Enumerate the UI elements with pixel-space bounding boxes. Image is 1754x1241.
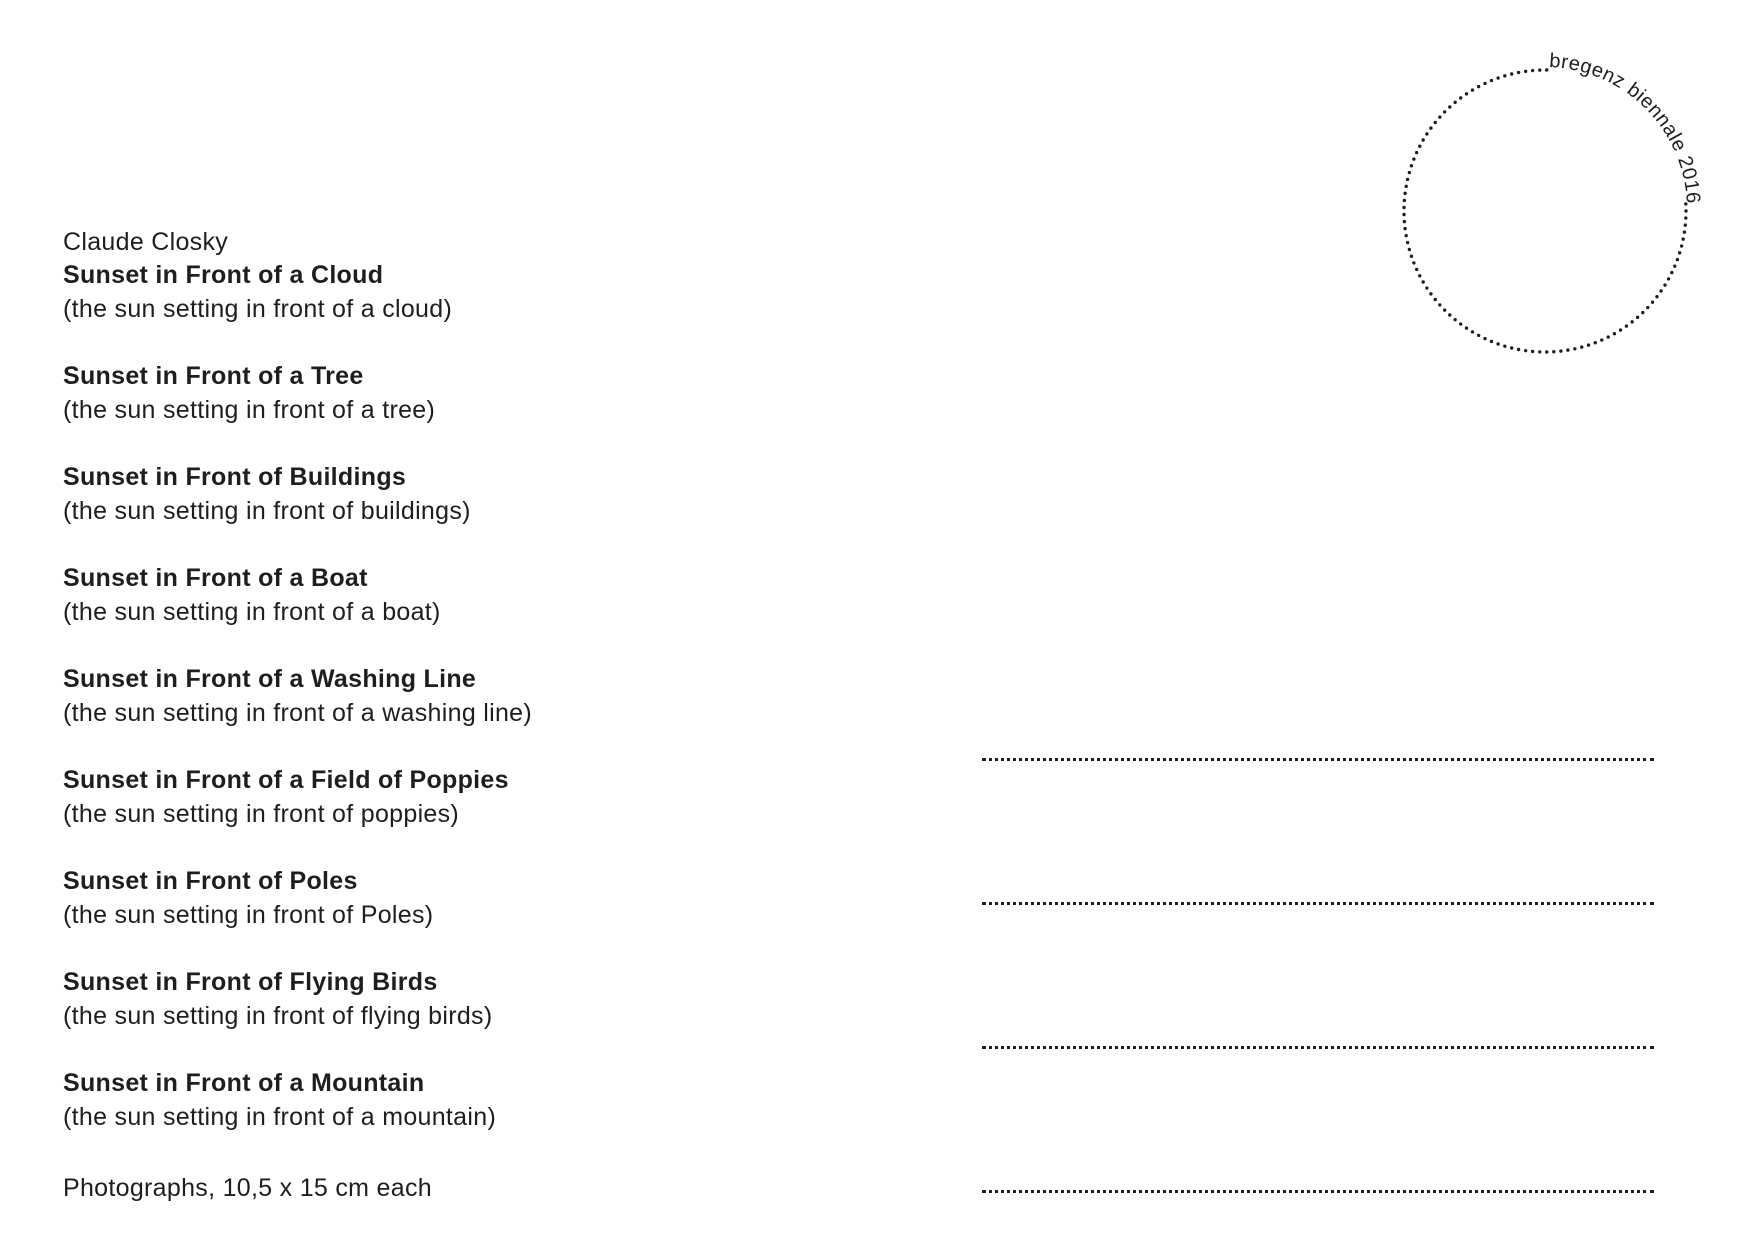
stamp-text-path: bregenz biennale 2016 [1548,49,1704,205]
work-subtitle: (the sun setting in front of buildings) [63,497,471,525]
work-title: Sunset in Front of a Field of Poppies [63,766,509,794]
dotted-circle-stamp-icon [1380,40,1720,380]
work-subtitle: (the sun setting in front of a mountain) [63,1103,497,1131]
artist-name: Claude Closky [63,228,229,256]
address-line [982,902,1654,905]
work-subtitle: (the sun setting in front of a tree) [63,396,436,424]
work-item [63,865,823,966]
work-title: Sunset in Front of a Cloud [63,261,384,289]
caption-block [63,226,823,1168]
work-title: Sunset in Front of Poles [63,867,358,895]
stamp-text [1549,50,1704,205]
medium-caption: Photographs, 10,5 x 15 cm each [63,1174,432,1202]
work-item [63,259,823,360]
address-line [982,1046,1654,1049]
work-item [63,966,823,1067]
work-subtitle: (the sun setting in front of a boat) [63,598,441,626]
address-line [982,1190,1654,1193]
work-title: Sunset in Front of a Washing Line [63,665,477,693]
work-subtitle: (the sun setting in front of a cloud) [63,295,453,323]
work-item [63,764,823,865]
work-title: Sunset in Front of a Tree [63,362,364,390]
work-item [63,663,823,764]
work-title: Sunset in Front of a Boat [63,564,368,592]
work-item [63,562,823,663]
work-item [63,360,823,461]
work-subtitle: (the sun setting in front of a washing line) [63,699,533,727]
work-title: Sunset in Front of Buildings [63,463,407,491]
address-line [982,758,1654,761]
work-subtitle: (the sun setting in front of flying birds) [63,1002,493,1030]
work-subtitle: (the sun setting in front of Poles) [63,901,434,929]
work-title: Sunset in Front of Flying Birds [63,968,438,996]
work-subtitle: (the sun setting in front of poppies) [63,800,460,828]
work-item [63,1067,823,1168]
work-item [63,461,823,562]
works-list [63,259,823,1168]
work-title: Sunset in Front of a Mountain [63,1069,425,1097]
